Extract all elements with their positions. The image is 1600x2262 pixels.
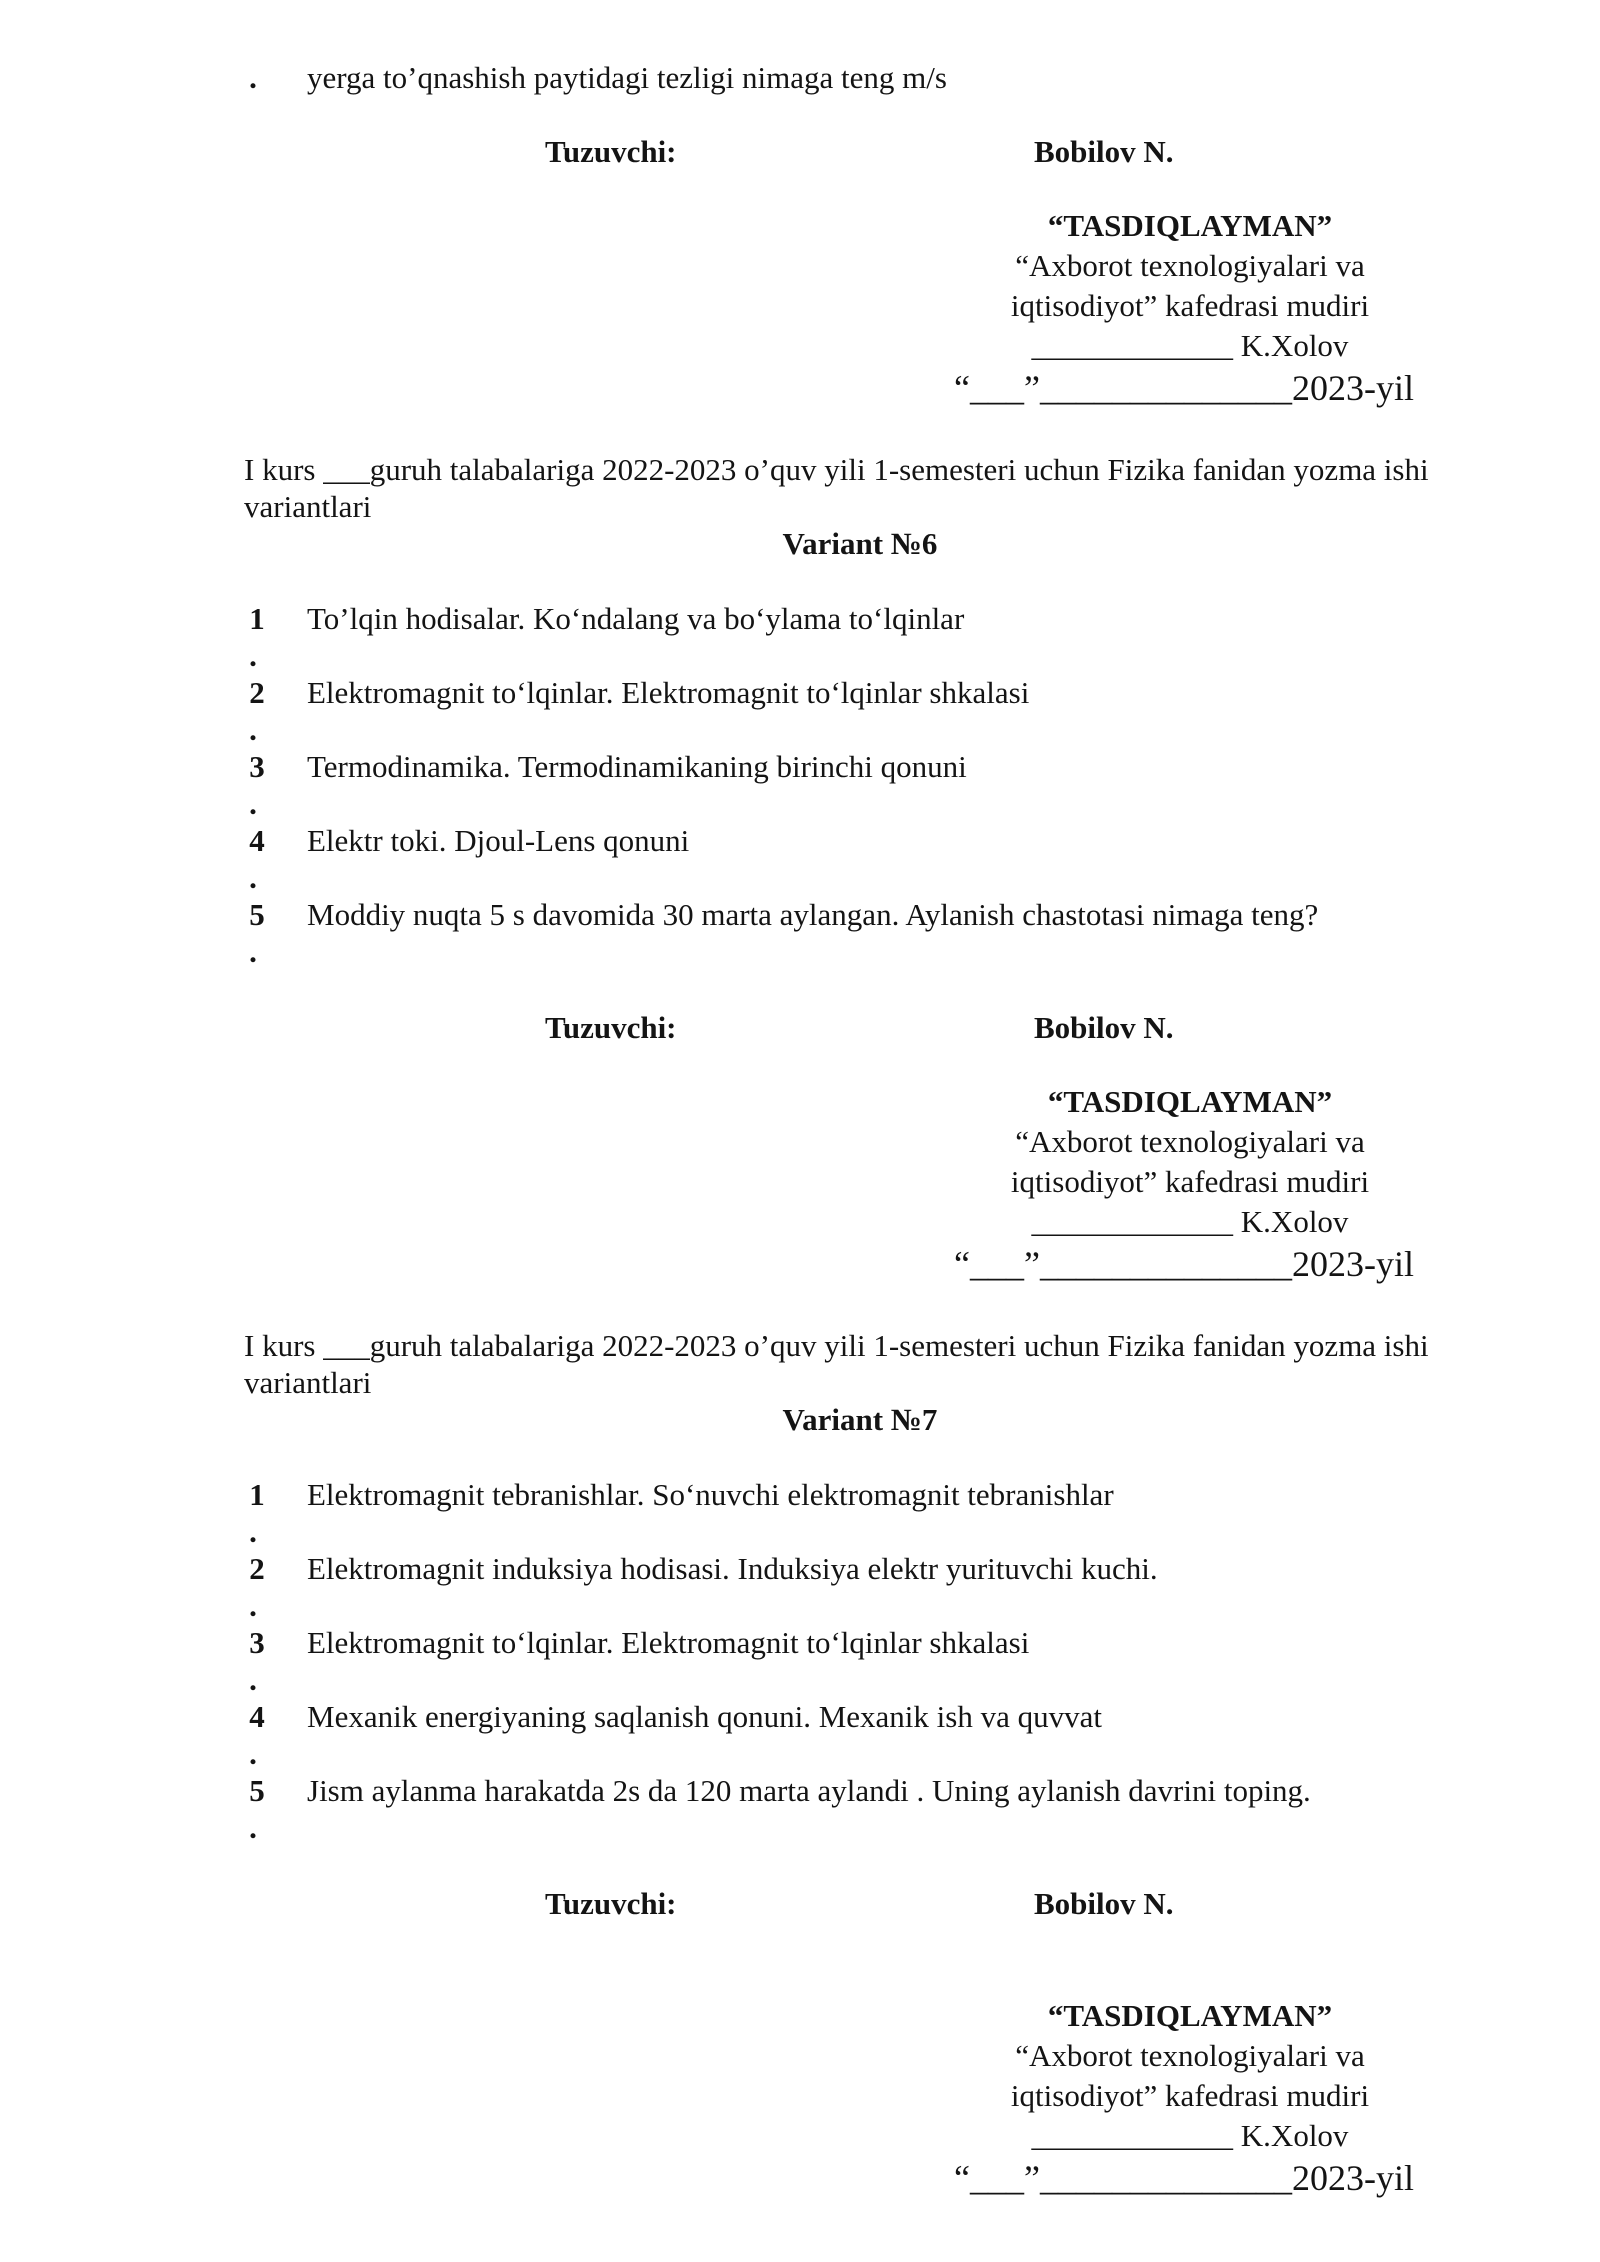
list-marker: .: [249, 60, 257, 95]
question-text: Elektromagnit to‘lqinlar. Elektromagnit to‘lqinlar shkalasi: [307, 675, 1030, 710]
author-label: Tuzuvchi:: [545, 134, 677, 169]
question-text: Jism aylanma harakatda 2s da 120 marta aylandi . Uning aylanish davrini toping.: [307, 1773, 1311, 1808]
approval-block: [940, 208, 1440, 364]
question-number: 5: [249, 1773, 265, 1808]
question-number-dot: .: [249, 934, 257, 969]
variant-title: Variant №7: [782, 1402, 938, 1437]
approval-date: “___”______________2023-yil: [954, 1244, 1414, 1284]
approval-title: “TASDIQLAYMAN”: [1047, 1998, 1333, 2033]
question-number-dot: .: [249, 1810, 257, 1845]
question-number-dot: .: [249, 712, 257, 747]
approval-position: iqtisodiyot” kafedrasi mudiri: [1010, 2078, 1370, 2113]
author-name: Bobilov N.: [1034, 1010, 1174, 1045]
author-label: Tuzuvchi:: [545, 1010, 677, 1045]
question-number: 1: [249, 601, 265, 636]
question-number: 3: [249, 1625, 265, 1660]
question-number: 5: [249, 897, 265, 932]
approval-department: “Axborot texnologiyalari va: [1015, 2038, 1365, 2073]
approval-title: “TASDIQLAYMAN”: [1047, 208, 1333, 243]
variant-title: Variant №6: [782, 526, 938, 561]
author-label: Tuzuvchi:: [545, 1886, 677, 1921]
intro-line-continued: variantlari: [244, 489, 372, 524]
question-number-dot: .: [249, 1662, 257, 1697]
approval-signature: _____________ K.Xolov: [1031, 1204, 1349, 1239]
approval-date: “___”______________2023-yil: [954, 2158, 1414, 2198]
question-number-dot: .: [249, 1588, 257, 1623]
intro-line-continued: variantlari: [244, 1365, 372, 1400]
question-text: Termodinamika. Termodinamikaning birinchi qonuni: [307, 749, 967, 784]
approval-block: [940, 1998, 1440, 2154]
question-text: To’lqin hodisalar. Ko‘ndalang va bo‘ylama to‘lqinlar: [307, 601, 965, 636]
question-number-dot: .: [249, 1736, 257, 1771]
author-name: Bobilov N.: [1034, 1886, 1174, 1921]
approval-signature: _____________ K.Xolov: [1031, 2118, 1349, 2153]
question-text: Mexanik energiyaning saqlanish qonuni. Mexanik ish va quvvat: [307, 1699, 1102, 1734]
intro-line: I kurs ___guruh talabalariga 2022-2023 o’quv yili 1-semesteri uchun Fizika fanidan yozma ishi: [244, 452, 1429, 487]
author-name: Bobilov N.: [1034, 134, 1174, 169]
approval-position: iqtisodiyot” kafedrasi mudiri: [1010, 1164, 1370, 1199]
question-text: Elektromagnit tebranishlar. So‘nuvchi elektromagnit tebranishlar: [307, 1477, 1114, 1512]
question-number: 3: [249, 749, 265, 784]
question-number: 4: [249, 1699, 265, 1734]
approval-department: “Axborot texnologiyalari va: [1015, 1124, 1365, 1159]
question-text: Elektr toki. Djoul-Lens qonuni: [307, 823, 690, 858]
approval-date: “___”______________2023-yil: [954, 368, 1414, 408]
question-text: Elektromagnit to‘lqinlar. Elektromagnit to‘lqinlar shkalasi: [307, 1625, 1030, 1660]
question-number: 1: [249, 1477, 265, 1512]
approval-block: [940, 1084, 1440, 1240]
approval-signature: _____________ K.Xolov: [1031, 328, 1349, 363]
question-number: 2: [249, 1551, 265, 1586]
question-number-dot: .: [249, 1514, 257, 1549]
question-number: 2: [249, 675, 265, 710]
approval-title: “TASDIQLAYMAN”: [1047, 1084, 1333, 1119]
question-text: Moddiy nuqta 5 s davomida 30 marta aylangan. Aylanish chastotasi nimaga teng?: [307, 897, 1319, 932]
question-fragment: yerga to’qnashish paytidagi tezligi nimaga teng m/s: [307, 60, 947, 95]
question-number-dot: .: [249, 786, 257, 821]
intro-line: I kurs ___guruh talabalariga 2022-2023 o’quv yili 1-semesteri uchun Fizika fanidan yozma ishi: [244, 1328, 1429, 1363]
approval-department: “Axborot texnologiyalari va: [1015, 248, 1365, 283]
question-text: Elektromagnit induksiya hodisasi. Induksiya elektr yurituvchi kuchi.: [307, 1551, 1158, 1586]
question-number: 4: [249, 823, 265, 858]
approval-position: iqtisodiyot” kafedrasi mudiri: [1010, 288, 1370, 323]
question-number-dot: .: [249, 860, 257, 895]
question-number-dot: .: [249, 638, 257, 673]
